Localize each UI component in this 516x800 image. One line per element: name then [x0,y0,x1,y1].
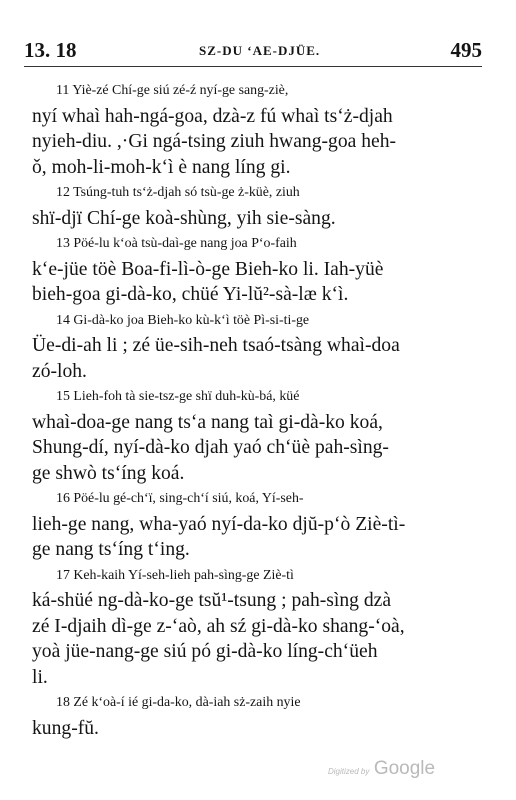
verse-line: 15 Lieh-foh tà sie-tsz-ge shï duh-kù-bá, küé [56,389,300,404]
verse-line: nyieh-diu. ,·Gi ngá-tsing ziuh hwang-goa heh- [32,131,397,152]
verse-line: kung-fŭ. [32,717,99,739]
verse-line: ǒ, moh-li-moh-k‘ì è nang líng gi. [32,156,291,178]
verse [32,78,480,180]
verse [32,384,480,486]
verse-line: ge shwò ts‘íng koá. [32,462,185,484]
page-number: 495 [450,38,482,62]
google-brand: Google [373,758,436,779]
verse-line: nyí whaì hah-ngá-goa, dzà-z fú whaì ts‘ż-djah [32,105,393,127]
verse [32,486,480,563]
verse [32,563,480,691]
digitized-label: Digitized by [328,767,370,776]
verse-line: 13 Pöé-lu k‘oà tsù-daì-ge nang joa P‘o-faih [56,236,297,251]
verse-line: bieh-goa gi-dà-ko, chüé Yi-lŭ²-sà-læ k‘ì. [32,284,349,305]
verse-line: Üe-di-ah li ; zé üe-sih-neh tsaó-tsàng whaì-doa [32,335,400,356]
verse-line: k‘e-jüe töè Boa-fi-lì-ò-ge Bieh-ko li. Iah-yüè [32,258,384,280]
verse-line: zó-loh. [32,360,87,382]
verse-line: 14 Gi-dà-ko joa Bieh-ko kù-k‘ì töè Pì-si-ti-ge [56,312,310,328]
verse-line: 12 Tsúng-tuh ts‘ż-djah só tsù-ge ż-küè, ziuh [56,185,300,200]
verse-text-block [32,78,480,741]
verse [32,690,480,741]
page-header [24,36,482,67]
verse-line: ge nang ts‘íng t‘ing. [32,539,190,560]
running-title: SZ-DU ‘AE-DJÜE. [199,43,321,58]
verse-line: lieh-ge nang, wha-yaó nyí-da-ko djŭ-p‘ò Ziè-tì- [32,513,406,535]
verse-line: 16 Pöé-lu gé-ch‘ï, sing-ch‘í siú, koá, Yí-seh- [56,491,304,506]
verse [32,231,480,308]
verse-line: whaì-doa-ge nang ts‘a nang taì gi-dà-ko koá, [32,411,383,433]
verse-line: shï-djï Chí-ge koà-shùng, yih sie-sàng. [32,207,336,229]
verse-line: li. [32,666,48,688]
verse-line: yoà jüe-nang-ge siú pó gi-dà-ko líng-ch‘üeh [32,641,378,662]
verse [32,308,480,385]
verse-line: zé I-djaih dì-ge z-‘aò, ah sź gi-dà-ko shang-‘oà, [32,615,405,637]
chapter-verse-ref: 13. 18 [24,38,77,62]
verse-line: 18 Zé k‘oà-í ié gi-da-ko, dà-iah sż-zaih nyie [56,695,301,710]
digitized-watermark [328,758,435,780]
verse-line: 11 Yiè-zé Chí-ge siú zé-ź nyí-ge sang-ziè, [56,83,289,98]
verse [32,180,480,231]
verse-line: ká-shüé ng-dà-ko-ge tsŭ¹-tsung ; pah-sìng dzà [32,590,392,611]
verse-line: Shung-dí, nyí-dà-ko djah yaó ch‘üè pah-sìng- [32,437,389,458]
verse-line: 17 Keh-kaih Yí-seh-lieh pah-sìng-ge Ziè-tì [56,567,294,583]
